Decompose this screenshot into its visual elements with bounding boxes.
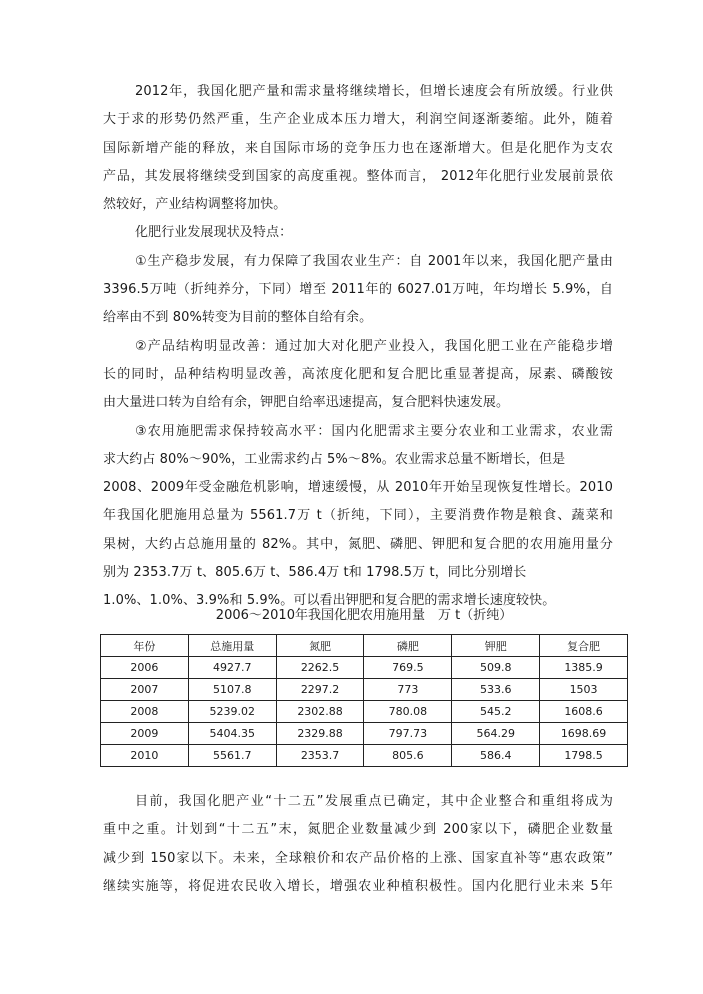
body-text-upper	[103, 78, 613, 616]
final-paragraph-line: 减少到 150家以下。未来，全球粮价和农产品价格的上涨、国家直补等“惠农政策”	[103, 850, 613, 866]
table-cell: 773	[364, 679, 452, 701]
table-row	[101, 701, 628, 723]
table-cell: 5239.02	[188, 701, 276, 723]
point1-line: 给率由不到 80%转变为目前的整体自给有余。	[103, 310, 373, 326]
table-cell: 1798.5	[540, 745, 628, 767]
table-cell: 509.8	[452, 657, 540, 679]
point3-line: 果树，大约占总施用量的 82%。其中，氮肥、磷肥、钾肥和复合肥的农用施用量分	[103, 536, 613, 552]
table-header-row	[101, 635, 628, 657]
table-caption: 2006～2010年我国化肥农用施用量 万 t（折纯）	[215, 608, 513, 623]
paragraph1-line: 国际新增产能的释放，来自国际市场的竞争压力也在逐渐增大。但是化肥作为支农	[103, 140, 613, 156]
table-row	[101, 745, 628, 767]
table-cell: 1385.9	[540, 657, 628, 679]
point3-line: 年我国化肥施用总量为 5561.7万 t（折纯，下同），主要消费作物是粮食、蔬菜和	[103, 508, 613, 524]
table-cell: 564.29	[452, 723, 540, 745]
section-heading: 化肥行业发展现状及特点：	[135, 225, 293, 241]
table-cell: 586.4	[452, 745, 540, 767]
table-row	[101, 657, 628, 679]
col-header-compound: 复合肥	[540, 635, 628, 657]
point3-line: 2008、2009年受金融危机影响，增速缓慢，从 2010年开始呈现恢复性增长。2010	[103, 480, 613, 496]
table-cell: 2006	[101, 657, 189, 679]
table-cell: 1503	[540, 679, 628, 701]
point3-line: 求大约占 80%～90%，工业需求约占 5%～8%。农业需求总量不断增长，但是	[103, 451, 566, 467]
paragraph1-line: 产品，其发展将继续受到国家的高度重视。整体而言， 2012年化肥行业发展前景依	[103, 168, 613, 184]
table-cell: 2007	[101, 679, 189, 701]
table-cell: 1698.69	[540, 723, 628, 745]
table-row	[101, 723, 628, 745]
paragraph1-line: 2012年，我国化肥产量和需求量将继续增长，但增长速度会有所放缓。行业供	[135, 84, 613, 99]
point2-line: 长的同时，品种结构明显改善，高浓度化肥和复合肥比重显著提高，尿素、磷酸铵	[103, 366, 613, 382]
point1-line: 3396.5万吨（折纯养分，下同）增至 2011年的 6027.01万吨，年均增长 5.9%，自	[103, 282, 613, 298]
table-cell: 5107.8	[188, 679, 276, 701]
table-cell: 769.5	[364, 657, 452, 679]
table-cell: 2297.2	[276, 679, 364, 701]
point3-line: ③农用施肥需求保持较高水平：国内化肥需求主要分农业和工业需求，农业需	[135, 423, 613, 439]
point2-line: ②产品结构明显改善：通过加大对化肥产业投入，我国化肥工业在产能稳步增	[135, 338, 613, 354]
table-cell: 2302.88	[276, 701, 364, 723]
table-cell: 4927.7	[188, 657, 276, 679]
final-paragraph-line: 继续实施等，将促进农民收入增长，增强农业种植积极性。国内化肥行业未来 5年	[103, 878, 613, 894]
point1-line: ①生产稳步发展，有力保障了我国农业生产：自 2001年以来，我国化肥产量由	[135, 253, 613, 269]
table-cell: 805.6	[364, 745, 452, 767]
point3-line: 别为 2353.7万 t、805.6万 t、586.4万 t和 1798.5万 t，同比分别增长	[103, 565, 527, 581]
point2-line: 由大量进口转为自给有余，钾肥自给率迅速提高，复合肥料快速发展。	[103, 395, 510, 411]
table-cell: 780.08	[364, 701, 452, 723]
col-header-phosphate: 磷肥	[364, 635, 452, 657]
table-cell: 545.2	[452, 701, 540, 723]
fertilizer-usage-table	[100, 634, 628, 767]
col-header-total: 总施用量	[188, 635, 276, 657]
table-cell: 1608.6	[540, 701, 628, 723]
col-header-nitrogen: 氮肥	[276, 635, 364, 657]
final-paragraph-line: 重中之重。计划到“十二五”末，氮肥企业数量减少到 200家以下，磷肥企业数量	[103, 822, 613, 838]
table-cell: 797.73	[364, 723, 452, 745]
point3-line: 1.0%、1.0%、3.9%和 5.9%。可以看出钾肥和复合肥的需求增长速度较快。	[103, 593, 556, 609]
table-cell: 2262.5	[276, 657, 364, 679]
col-header-year: 年份	[101, 635, 189, 657]
paragraph1-line: 大于求的形势仍然严重，生产企业成本压力增大，利润空间逐渐萎缩。此外，随着	[103, 112, 613, 128]
table-cell: 2009	[101, 723, 189, 745]
col-header-potash: 钾肥	[452, 635, 540, 657]
table-cell: 2329.88	[276, 723, 364, 745]
table-cell: 5404.35	[188, 723, 276, 745]
table-cell: 533.6	[452, 679, 540, 701]
table-cell: 2353.7	[276, 745, 364, 767]
body-text-lower	[103, 788, 613, 901]
table-cell: 2010	[101, 745, 189, 767]
table-row	[101, 679, 628, 701]
table-cell: 2008	[101, 701, 189, 723]
paragraph1-line: 然较好，产业结构调整将加快。	[103, 197, 287, 213]
table-cell: 5561.7	[188, 745, 276, 767]
final-paragraph-line: 目前，我国化肥产业“十二五”发展重点已确定，其中企业整合和重组将成为	[135, 794, 613, 809]
